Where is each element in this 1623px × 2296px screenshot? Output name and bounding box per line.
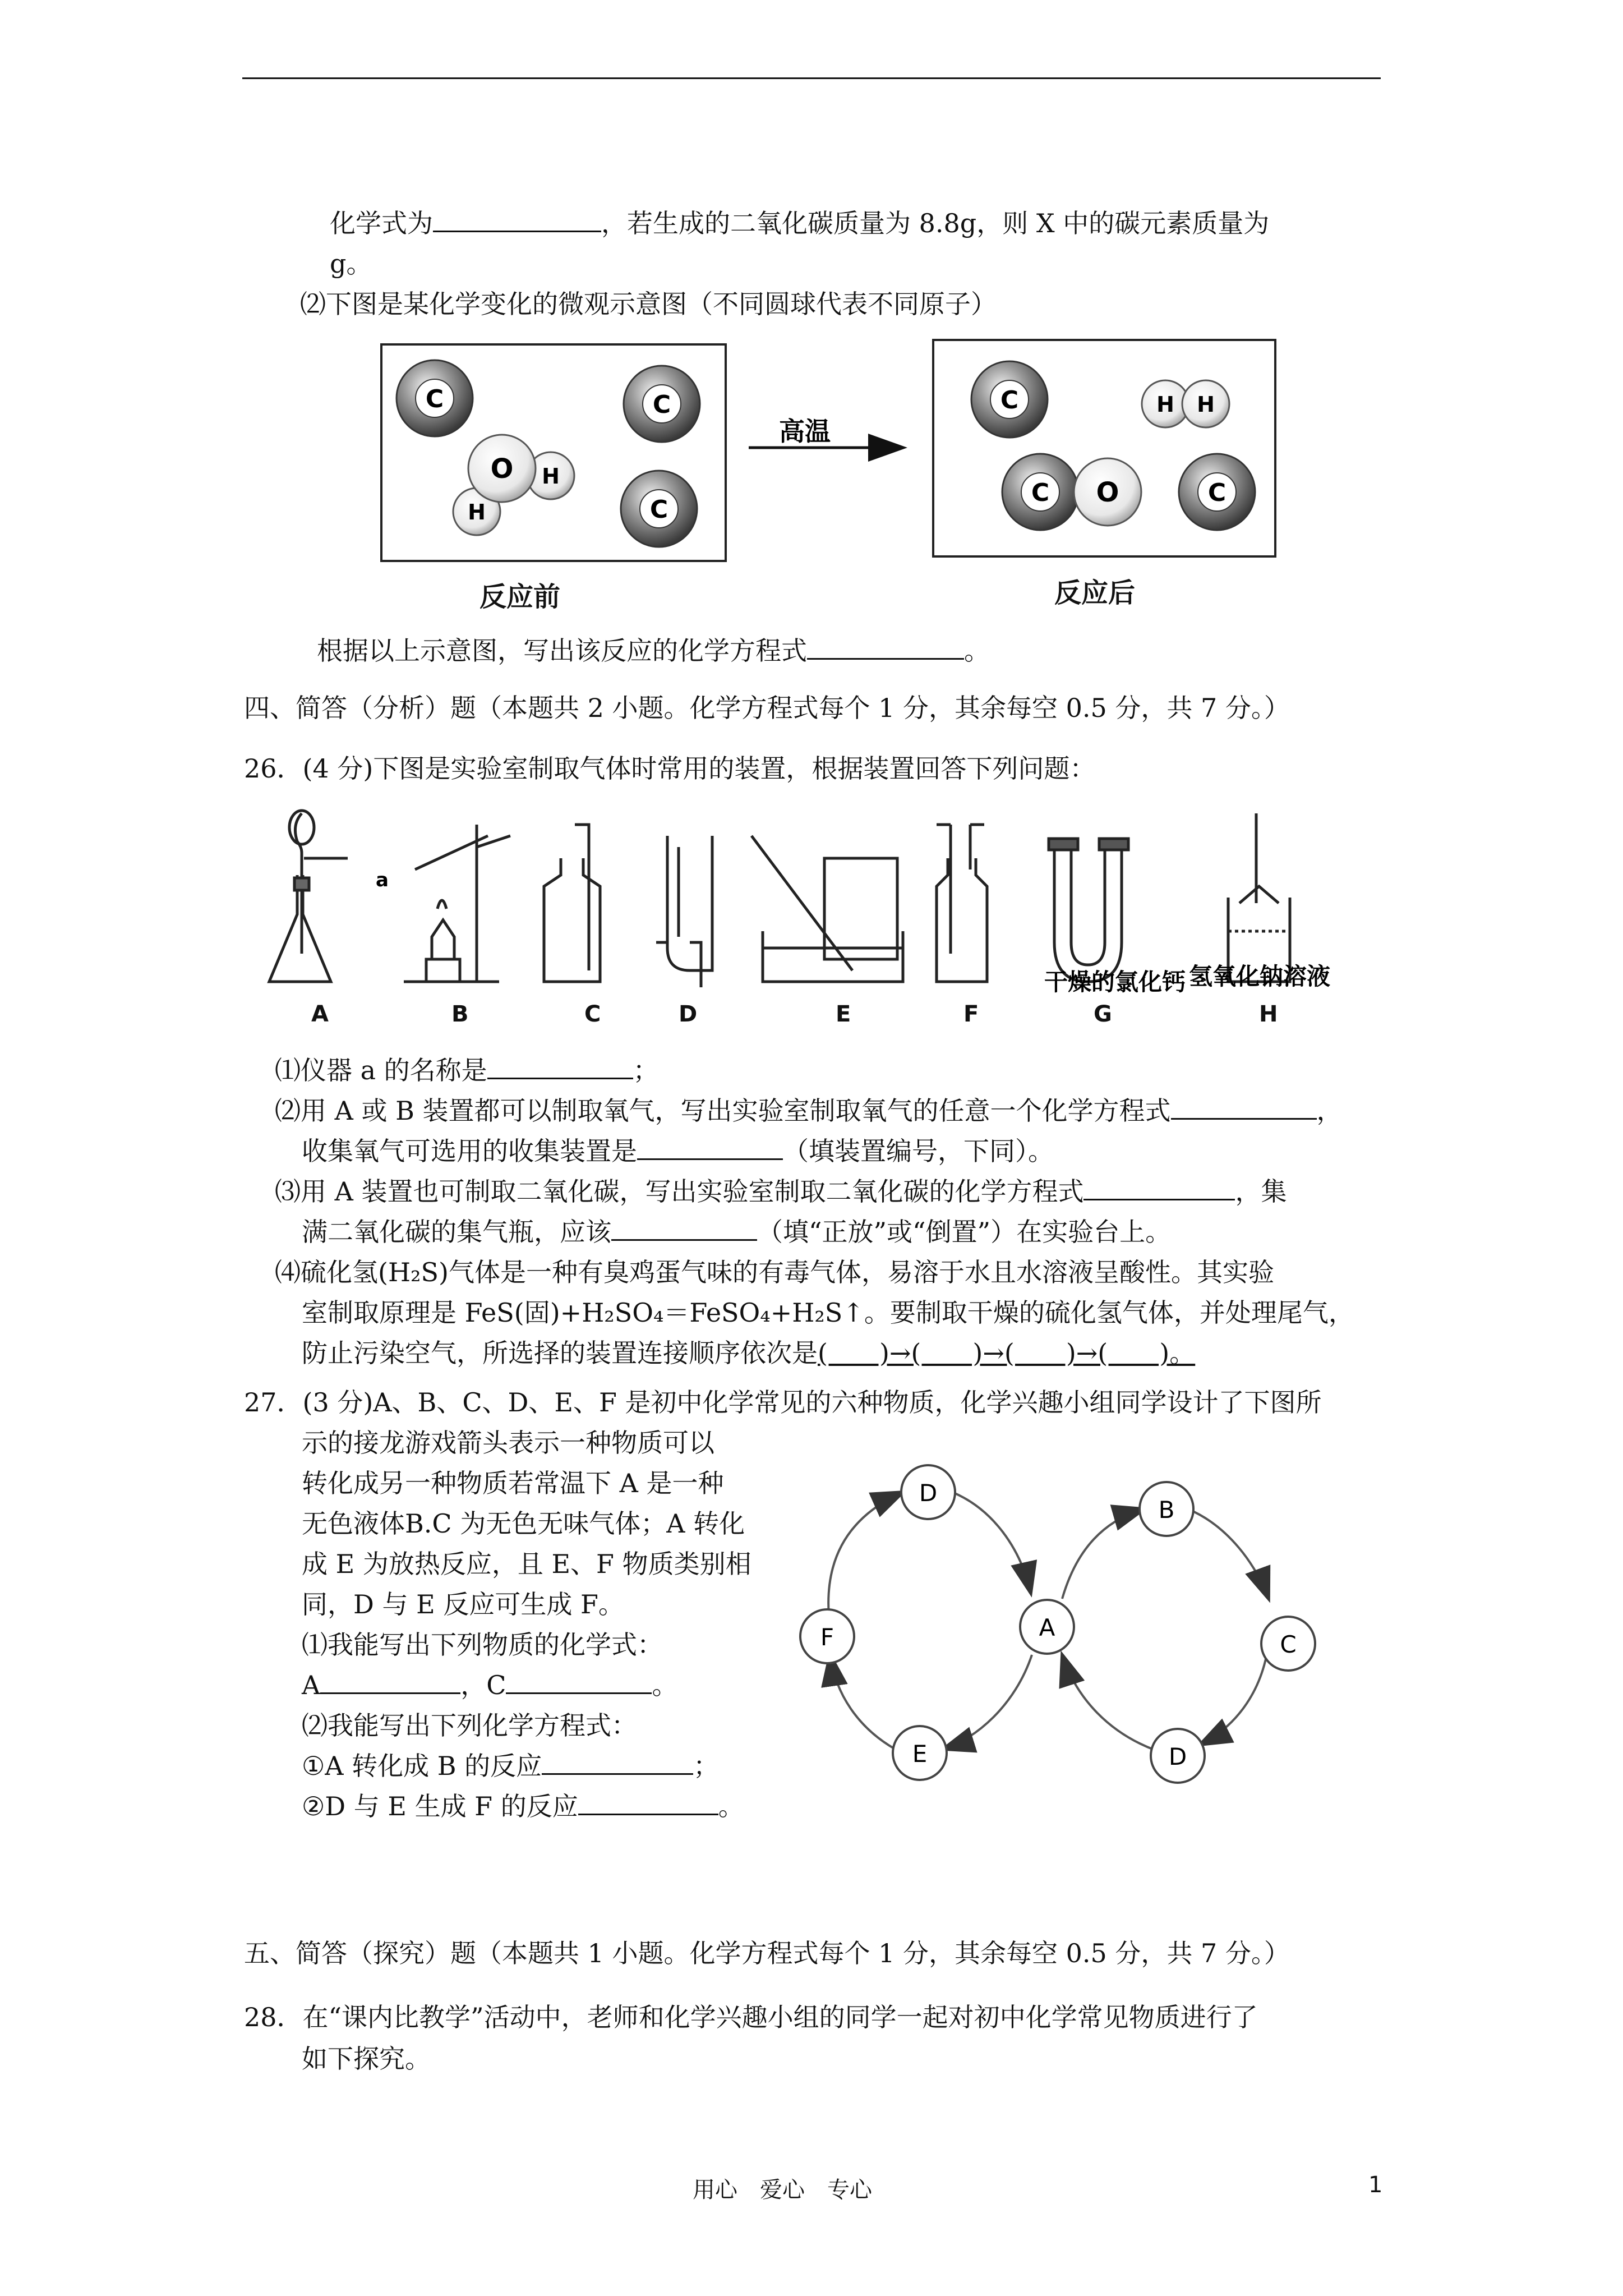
q26-text: 收集氧气可选用的收集装置是	[302, 1136, 637, 1166]
arrow-c-to-d	[1200, 1644, 1269, 1745]
connection-order-blanks[interactable]: ( )→( )→( )→( )。	[818, 1338, 1196, 1368]
node-e: E	[912, 1740, 928, 1768]
svg-text:H: H	[468, 500, 486, 524]
apparatus-e-trough	[751, 836, 903, 982]
carbon-atom	[971, 361, 1048, 438]
q26-part-4-line2: 室制取原理是 FeS(固)+H₂SO₄＝FeSO₄+H₂S↑。要制取干燥的硫化氢气体，并处理尾气，	[302, 1297, 1354, 1328]
q27-line11	[302, 1789, 744, 1823]
carbon-atom	[621, 471, 697, 547]
arrow-e-to-f	[830, 1655, 895, 1749]
q26-text: ⑴仪器 a 的名称是	[275, 1055, 487, 1085]
q27-text: ①A 转化成 B 的反应	[302, 1751, 542, 1781]
q27-line9: ⑵我能写出下列化学方程式：	[302, 1710, 637, 1741]
q27-line6: 同，D 与 E 反应可生成 F。	[302, 1589, 624, 1619]
q26-text: （填装置编号，下同）。	[783, 1136, 1054, 1166]
q26-part-1	[275, 1053, 659, 1087]
q27-line7: ⑴我能写出下列物质的化学式：	[302, 1630, 663, 1660]
node-f: F	[820, 1623, 834, 1651]
answer-blank[interactable]	[637, 1136, 783, 1160]
water-molecule	[453, 435, 574, 535]
svg-text:C: C	[1000, 386, 1019, 415]
q26-title: 26．(4 分)下图是实验室制取气体时常用的装置，根据装置回答下列问题：	[244, 753, 1096, 784]
svg-text:C: C	[1031, 478, 1050, 507]
q25-text: 根据以上示意图，写出该反应的化学方程式	[317, 636, 807, 666]
hydrogen-molecule	[1142, 380, 1229, 427]
arrow-f-to-d	[828, 1492, 903, 1616]
node-d-bottom: D	[1168, 1743, 1187, 1770]
answer-blank[interactable]	[506, 1670, 652, 1694]
apparatus-c-bottle	[544, 825, 600, 982]
q27-text: 。	[652, 1670, 678, 1700]
answer-blank[interactable]	[320, 1670, 460, 1694]
q26-text: ；	[633, 1055, 659, 1085]
q25-text: ，若生成的二氧化碳质量为 8.8g，则 X 中的碳元素质量为	[601, 208, 1270, 238]
reaction-diagram	[0, 0, 1623, 617]
svg-text:H: H	[1156, 392, 1174, 417]
carbon-monoxide-molecule	[1002, 454, 1141, 530]
section-5-heading: 五、简答（探究）题（本题共 1 小题。化学方程式每个 1 分，其余每空 0.5 分，共 7 分。）	[244, 1938, 1290, 1968]
q28-line1: 28．在“课内比教学”活动中，老师和化学兴趣小组的同学一起对初中化学常见物质进行了	[244, 2002, 1258, 2032]
q26-part-2-line1	[275, 1094, 1343, 1128]
q27-text: A	[302, 1670, 321, 1700]
h-caption: 氢氧化钠溶液	[1189, 963, 1331, 990]
q26-text: ，集	[1235, 1176, 1287, 1207]
svg-text:C: C	[649, 495, 668, 524]
q27-line4: 无色液体B.C 为无色无味气体；A 转化	[302, 1508, 745, 1539]
answer-blank[interactable]	[1083, 1176, 1235, 1200]
svg-text:H: H	[542, 464, 560, 489]
q27-line5: 成 E 为放热反应，且 E、F 物质类别相	[302, 1549, 751, 1579]
g-caption: 干燥的氯化钙	[1044, 968, 1186, 996]
answer-blank[interactable]	[542, 1751, 693, 1775]
q27-line8	[302, 1668, 677, 1702]
arrow-b-to-c	[1188, 1509, 1269, 1599]
carbon-atom	[1179, 454, 1255, 530]
carbon-atom	[396, 360, 473, 436]
node-c: C	[1280, 1631, 1297, 1658]
apparatus-a-flask	[269, 811, 348, 982]
apparatus-label-h: H	[1259, 1001, 1278, 1027]
apparatus-label-f: F	[963, 1001, 979, 1027]
q27-line10	[302, 1749, 719, 1783]
apparatus-label-c: C	[584, 1001, 601, 1027]
answer-blank[interactable]	[578, 1791, 718, 1815]
apparatus-h-beaker	[1228, 813, 1290, 982]
carbon-atom	[624, 366, 700, 442]
arrow-d-to-a-2	[1062, 1655, 1155, 1750]
apparatus-f-wash-bottle	[937, 825, 987, 982]
arrow-a-to-b	[1062, 1509, 1144, 1599]
q25-text: 化学式为	[330, 208, 433, 238]
q27-line1: 27．(3 分)A、B、C、D、E、F 是初中化学常见的六种物质，化学兴趣小组同学设计了下图所	[244, 1387, 1322, 1418]
q26-part-3-line2	[302, 1215, 1171, 1249]
q25-text: 。	[964, 636, 990, 666]
q26-text: （填“正放”或“倒置”）在实验台上。	[757, 1217, 1172, 1247]
apparatus-b-heating	[404, 825, 510, 982]
q26-part-4-line3	[302, 1336, 1195, 1370]
before-label: 反应前	[479, 581, 561, 613]
q26-text: ，	[1316, 1096, 1343, 1126]
answer-blank[interactable]	[807, 636, 964, 660]
arrow-a-to-e	[943, 1655, 1032, 1749]
after-label: 反应后	[1054, 577, 1136, 609]
answer-blank[interactable]	[611, 1217, 757, 1241]
page-number: 1	[1368, 2172, 1383, 2198]
apparatus-label-d: D	[679, 1001, 698, 1027]
q26-part-3-line1	[275, 1175, 1287, 1208]
svg-text:H: H	[1197, 392, 1215, 417]
q25-equation-prompt	[317, 634, 990, 668]
svg-text:C: C	[425, 385, 444, 413]
q27-text: ；	[693, 1751, 720, 1781]
apparatus-label-e: E	[836, 1001, 851, 1027]
q27-line3: 转化成另一种物质若常温下 A 是一种	[302, 1468, 724, 1498]
q25-subquestion-2: ⑵下图是某化学变化的微观示意图（不同圆球代表不同原子）	[300, 289, 997, 319]
q26-text: ⑵用 A 或 B 装置都可以制取氧气，写出实验室制取氧气的任意一个化学方程式	[275, 1096, 1171, 1126]
arrow-label: 高温	[779, 416, 831, 447]
footer-motto: 用心 爱心 专心	[693, 2177, 872, 2203]
node-b: B	[1158, 1496, 1175, 1524]
apparatus-label-g: G	[1094, 1001, 1112, 1027]
q26-text: ⑶用 A 装置也可制取二氧化碳，写出实验室制取二氧化碳的化学方程式	[275, 1176, 1084, 1207]
q27-text: ，C	[460, 1670, 506, 1700]
q28-line2: 如下探究。	[302, 2044, 431, 2074]
node-a: A	[1039, 1614, 1055, 1641]
svg-text:C: C	[652, 390, 671, 419]
q25-line2: g。	[330, 249, 372, 279]
svg-text:C: C	[1207, 478, 1227, 507]
node-d-top: D	[919, 1479, 938, 1507]
svg-text:O: O	[490, 453, 514, 485]
apparatus-label-b: B	[451, 1001, 469, 1027]
substance-cycle-diagram	[785, 1447, 1357, 1795]
q27-text: 。	[718, 1791, 744, 1821]
answer-blank[interactable]	[1171, 1096, 1317, 1120]
q26-part-2-line2	[302, 1134, 1054, 1168]
section-4-heading: 四、简答（分析）题（本题共 2 小题。化学方程式每个 1 分，其余每空 0.5 分，共 7 分。）	[244, 693, 1290, 723]
apparatus-mark-a: a	[376, 869, 389, 891]
q26-text: 防止污染空气，所选择的装置连接顺序依次是	[302, 1338, 818, 1368]
apparatus-labels	[0, 1001, 1623, 1035]
apparatus-label-a: A	[311, 1001, 329, 1027]
apparatus-g-u-tube	[1049, 839, 1128, 982]
svg-text:O: O	[1096, 477, 1119, 508]
q27-line2: 示的接龙游戏箭头表示一种物质可以	[302, 1428, 714, 1458]
q26-part-4-line1: ⑷硫化氢(H₂S)气体是一种有臭鸡蛋气味的有毒气体，易溶于水且水溶液呈酸性。其实验	[275, 1257, 1274, 1287]
arrow-d-to-a	[952, 1492, 1031, 1593]
apparatus-d-bottle	[656, 836, 712, 987]
answer-blank[interactable]	[487, 1055, 633, 1079]
q27-text: ②D 与 E 生成 F 的反应	[302, 1791, 578, 1821]
q26-text: 满二氧化碳的集气瓶，应该	[302, 1217, 611, 1247]
